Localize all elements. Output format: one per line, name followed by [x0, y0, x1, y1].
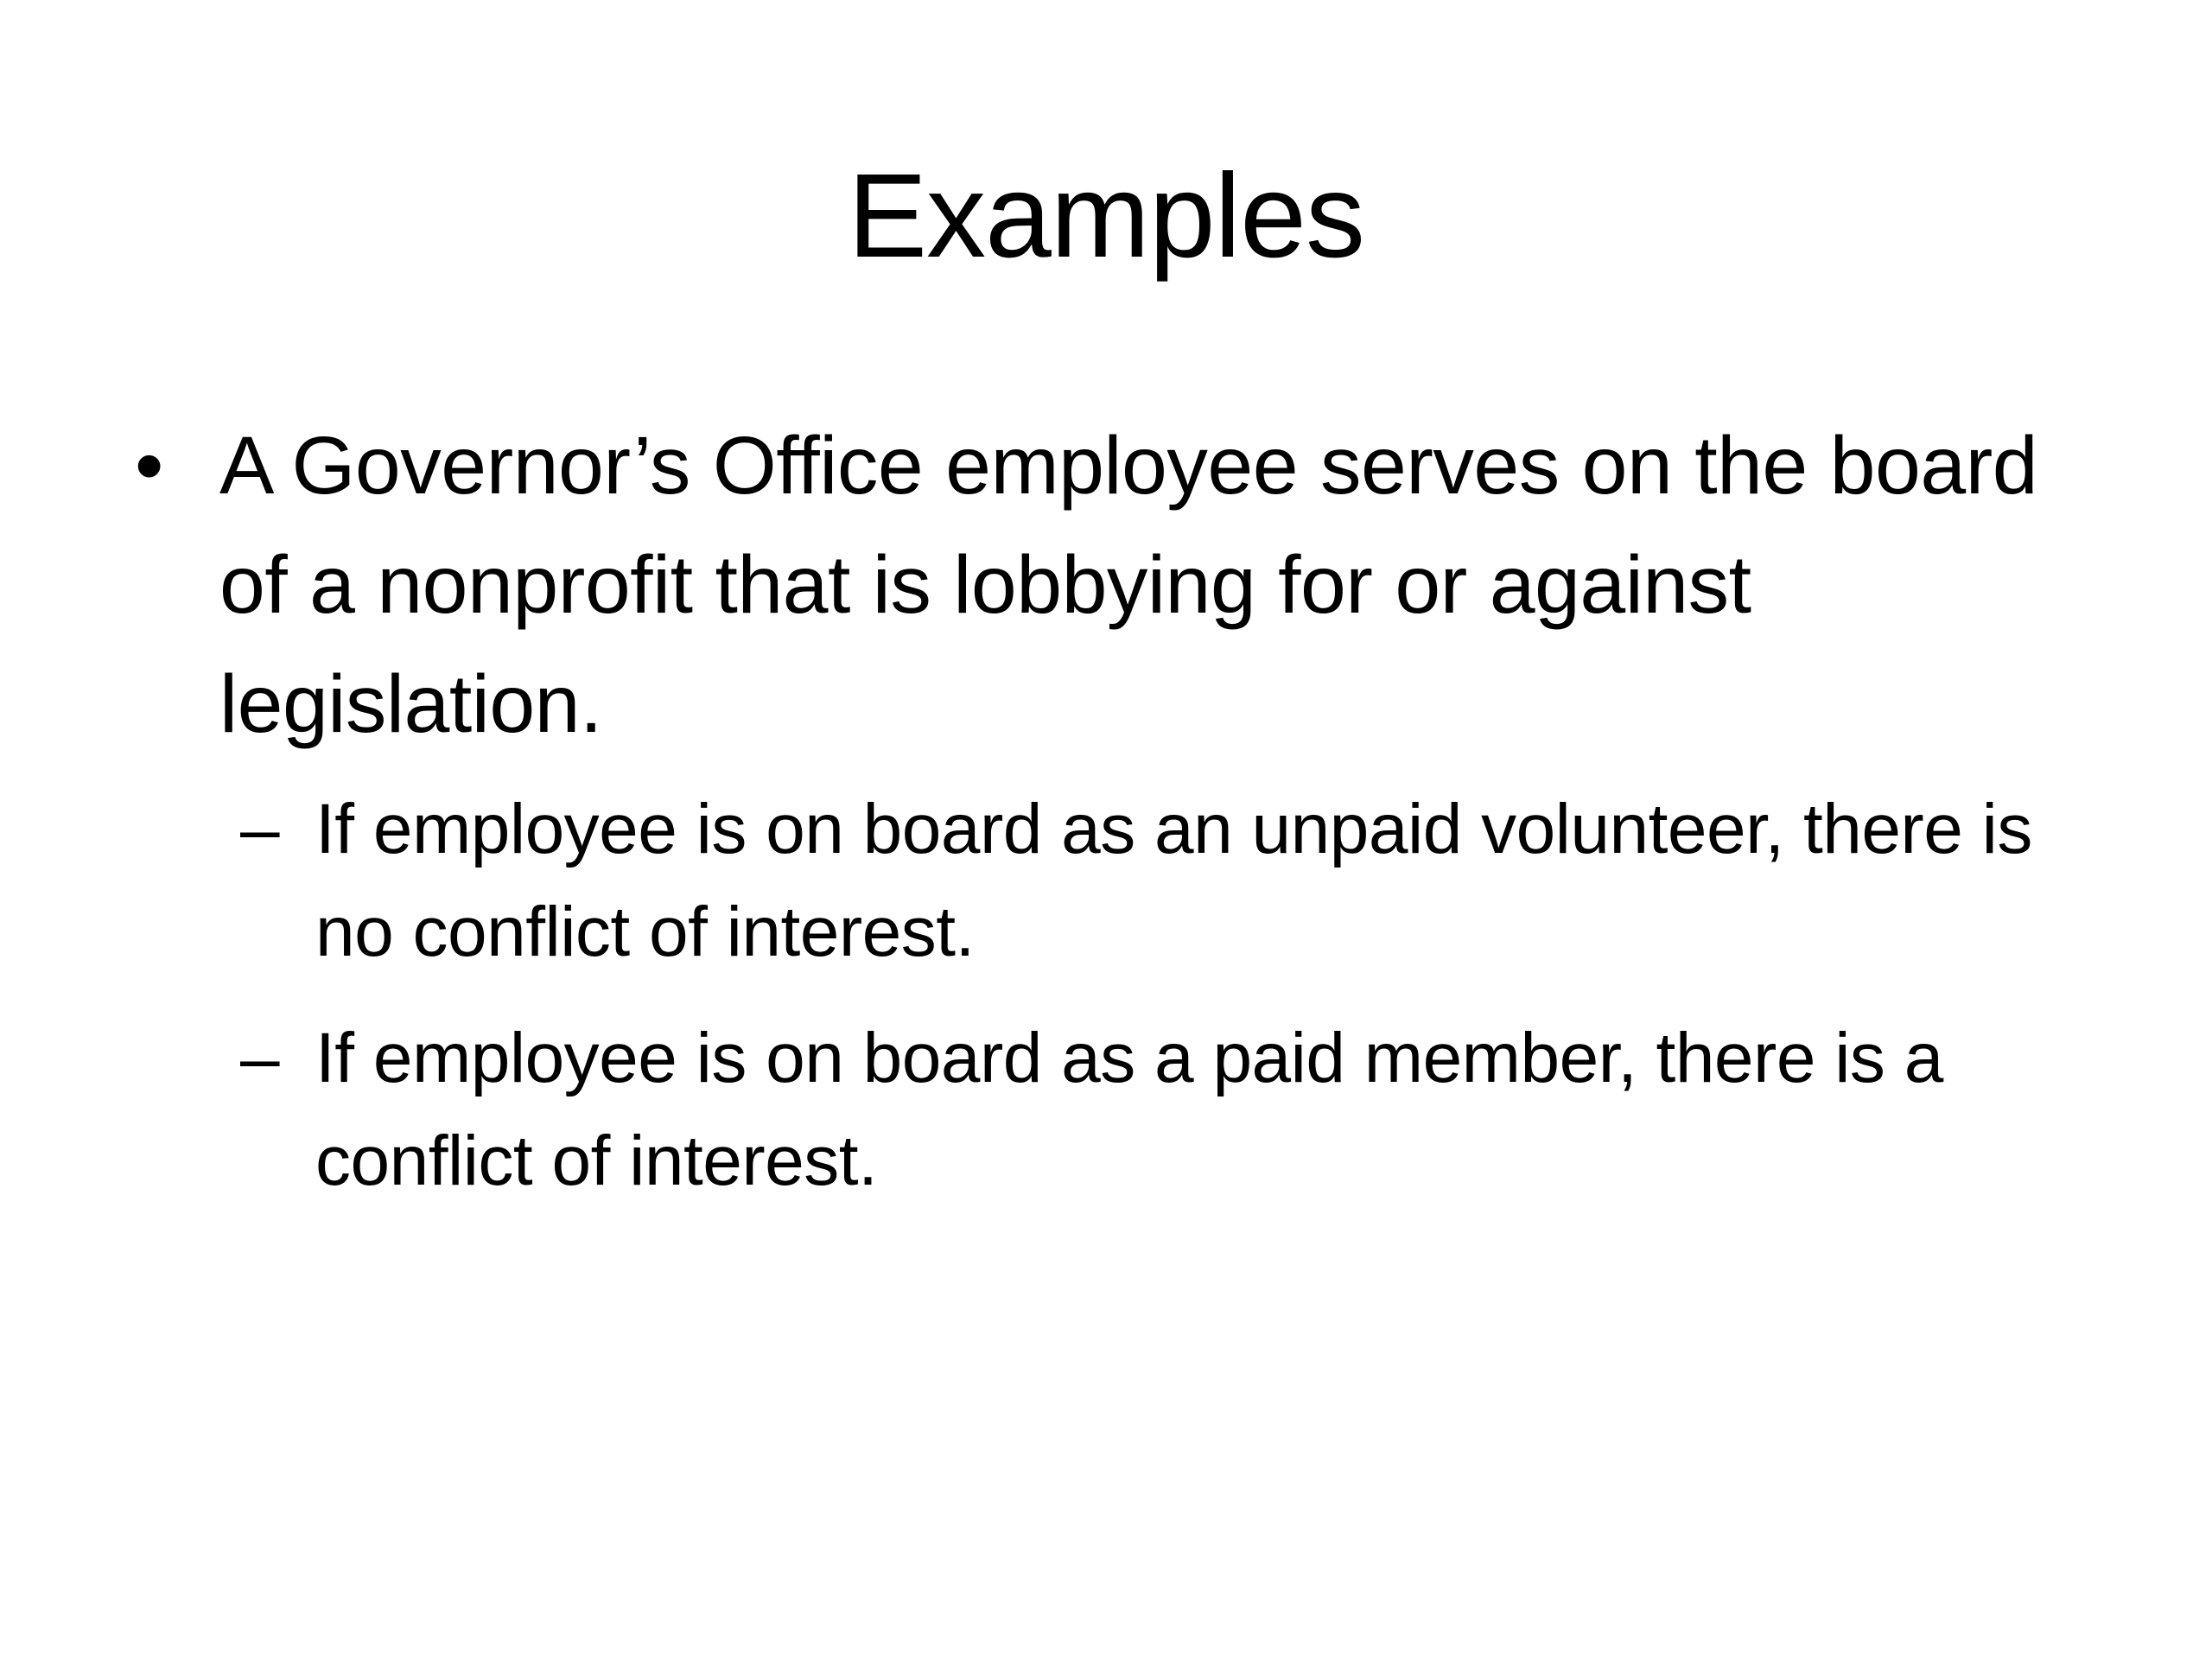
sub-bullet-item — [130, 1007, 2117, 1212]
sub-bullet-text: If employee is on board as a paid member, there is a conflict of interest. — [315, 1019, 1943, 1200]
slide-title: Examples — [848, 149, 1364, 283]
sub-bullet-item — [130, 778, 2117, 983]
dash-marker-icon: – — [240, 790, 280, 868]
bullet-text: A Governor’s Office employee serves on the board of a nonprofit that is lobbying for or against legislation. — [219, 420, 2038, 750]
bullet-list — [130, 406, 2117, 1236]
bullet-marker-icon: • — [135, 420, 163, 512]
sub-bullet-list — [219, 778, 2117, 1212]
sub-bullet-text: If employee is on board as an unpaid volunteer, there is no conflict of interest. — [315, 790, 2032, 971]
dash-marker-icon: – — [240, 1019, 280, 1097]
bullet-item — [130, 406, 2117, 1212]
